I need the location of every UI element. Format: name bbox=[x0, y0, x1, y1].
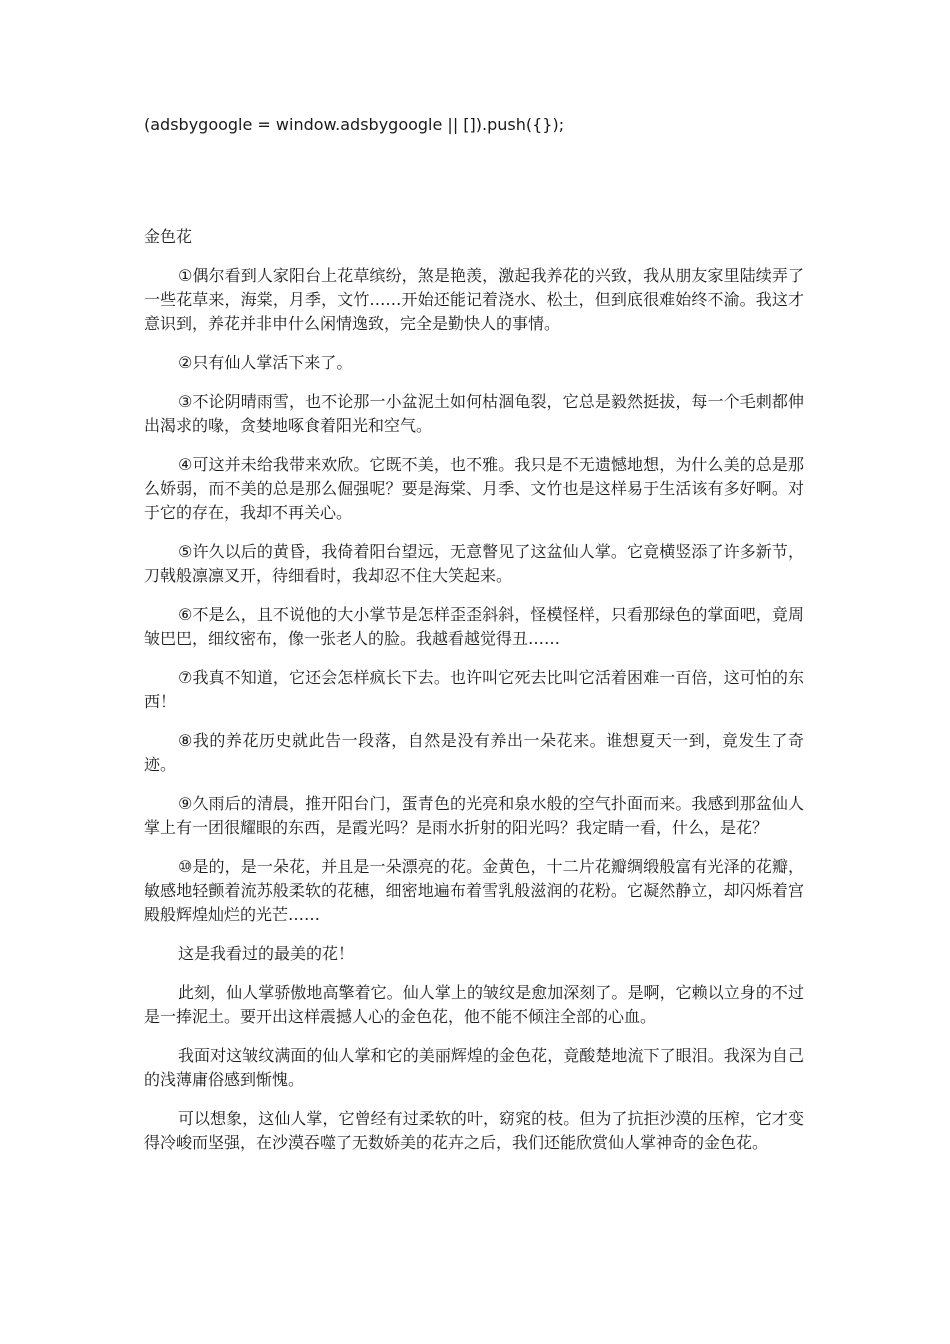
paragraph-5: ⑤许久以后的黄昏，我倚着阳台望远，无意瞥见了这盆仙人掌。它竟横竖添了许多新节，刀戟般凛凛叉开，待细看时，我却忍不住大笑起来。 bbox=[144, 542, 804, 585]
paragraph-2: ②只有仙人掌活下来了。 bbox=[178, 353, 353, 372]
article-title: 金色花 bbox=[144, 227, 193, 246]
paragraph-6: ⑥不是么，且不说他的大小掌节是怎样歪歪斜斜，怪模怪样，只看那绿色的掌面吧，竟周皱巴巴，细纹密布，像一张老人的脸。我越看越觉得丑…… bbox=[144, 605, 804, 648]
ad-script-text: (adsbygoogle = window.adsbygoogle || []).push({}); bbox=[144, 115, 565, 134]
paragraph-7: ⑦我真不知道，它还会怎样疯长下去。也许叫它死去比叫它活着困难一百倍，这可怕的东西！ bbox=[144, 668, 804, 711]
paragraph-9: ⑨久雨后的清晨，推开阳台门，蛋青色的光亮和泉水般的空气扑面而来。我感到那盆仙人掌上有一团很耀眼的东西，是霞光吗？是雨水折射的阳光吗？我定睛一看，什么，是花？ bbox=[144, 794, 804, 837]
paragraph-4: ④可这并未给我带来欢欣。它既不美，也不雅。我只是不无遗憾地想，为什么美的总是那么娇弱，而不美的总是那么倔强呢？要是海棠、月季、文竹也是这样易于生活该有多好啊。对于它的存在，我却不再关心。 bbox=[144, 455, 804, 522]
paragraph-11: 这是我看过的最美的花！ bbox=[178, 944, 355, 963]
paragraph-13: 我面对这皱纹满面的仙人掌和它的美丽辉煌的金色花，竟酸楚地流下了眼泪。我深为自己的浅薄庸俗感到惭愧。 bbox=[144, 1046, 804, 1089]
paragraph-1: ①偶尔看到人家阳台上花草缤纷，煞是艳羡，激起我养花的兴致，我从朋友家里陆续弄了一些花草来，海棠，月季，文竹……开始还能记着浇水、松土，但到底很难始终不渝。我这才意识到，养花并非申什么闲情逸致，完全是勤快人的事情。 bbox=[144, 266, 804, 333]
paragraph-10: ⑩是的，是一朵花，并且是一朵漂亮的花。金黄色，十二片花瓣绸缎般富有光泽的花瓣，敏感地轻颤着流苏般柔软的花穗，细密地遍布着雪乳般滋润的花粉。它凝然静立，却闪烁着宫殿般辉煌灿烂的光芒…… bbox=[144, 857, 804, 924]
paragraph-14: 可以想象，这仙人掌，它曾经有过柔软的叶，窈窕的枝。但为了抗拒沙漠的压榨，它才变得冷峻而坚强，在沙漠吞噬了无数娇美的花卉之后，我们还能欣赏仙人掌神奇的金色花。 bbox=[144, 1109, 804, 1152]
article-body bbox=[144, 264, 804, 1170]
paragraph-8: ⑧我的养花历史就此告一段落，自然是没有养出一朵花来。谁想夏天一到，竟发生了奇迹。 bbox=[144, 731, 804, 774]
paragraph-3: ③不论阴晴雨雪，也不论那一小盆泥土如何枯涸龟裂，它总是毅然挺拔，每一个毛刺都伸出渴求的喙，贪婪地啄食着阳光和空气。 bbox=[144, 392, 804, 435]
paragraph-12: 此刻，仙人掌骄傲地高擎着它。仙人掌上的皱纹是愈加深刻了。是啊，它赖以立身的不过是一捧泥土。要开出这样震撼人心的金色花，他不能不倾注全部的心血。 bbox=[144, 983, 804, 1026]
